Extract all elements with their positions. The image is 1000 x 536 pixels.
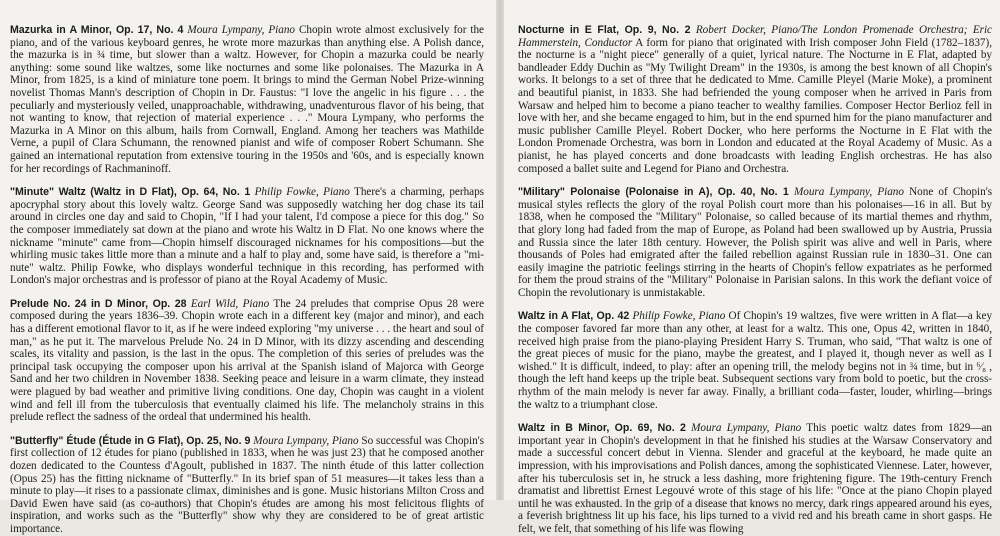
entry-title: Nocturne in E Flat, Op. 9, No. 2 (518, 24, 691, 36)
entry-prelude (10, 298, 484, 424)
entry-performer: Moura Lympany, Piano (793, 186, 904, 199)
right-page (504, 0, 1000, 535)
entry-performer: Moura Lympany, Piano (187, 24, 295, 36)
entry-butterfly-etude (10, 435, 484, 536)
entry-title: "Butterfly" Étude (Étude in G Flat), Op. 25, No. 9 (10, 434, 251, 447)
entry-performer: Philip Fowke, Piano (254, 186, 350, 199)
entry-text: This poetic waltz dates from 1829—an important year in Chopin's development in that he finished his studies at the Warsaw Conservatory and made a successful concert debut in Vienna. Slender and graceful at the keyboard, he made quite an impression, with his improvisations and Polish dances, among the sophisticated Viennese. Later, however, after his tuberculosis set in, he struck a less dashing, more frightening figure. The 19th-century French dramatist and librettist Ernest Legouvé wrote of this stage of his life: "Once at the piano Chopin played until he was exhausted. In the grip of a disease that knows no mercy, dark rings appeared around his eyes, a feverish brightness lit up his face, his lips turned to a vivid red and his breath came in short gasps. He felt, we felt, that something of his life was flowing (518, 422, 993, 535)
entry-text: The 24 preludes that comprise Opus 28 were composed during the years 1836–39. Chopin wrote each in a different key (major and minor), and each has a different emotional flavor to it, as if he were indeed exploring "my universe . . . the heart and soul of man," as he put it. The marvelous Prelude No. 24 in D Minor, with its dizzy ascending and descending scales, its vitality and passion, is the last in the opus. The completion of this series of preludes was the principal task occupying the composer upon his arrival at the Spanish island of Majorca with George Sand and her two children in November 1838. Seeking peace and leisure in a warm climate, they instead were plagued by bad weather and primitive living conditions. One day, Chopin was caught in a violent wind and fell ill from the tuberculosis that eventually claimed his life. The melancholy strains in this prelude reflect the sadness of the ordeal that undermined his health. (10, 297, 485, 424)
entry-title: "Military" Polonaise (Polonaise in A), Op. 40, No. 1 (518, 186, 789, 199)
entry-title: Waltz in A Flat, Op. 42 (518, 310, 630, 323)
entry-performer: Moura Lympany, Piano (691, 422, 802, 435)
entry-title: Mazurka in A Minor, Op. 17, No. 4 (10, 24, 184, 36)
entry-performer: Earl Wild, Piano (190, 297, 270, 310)
entry-waltz-b-minor (518, 422, 992, 535)
entry-text: There's a charming, perhaps apocryphal story about this lovely waltz. George Sand was supposedly watching her dog chase its tail around in circles one day and said to Chopin, "If I had your talent, I'd compose a piece for this dog." So the composer immediately sat down at the piano and wrote his Waltz in D Flat. No one knows where the nickname "minute" came from—Chopin himself discouraged nicknames for his compositions—but the whirling music takes little more than a minute and a half to play and, some have said, is therefore a "mi-nute" waltz. Philip Fowke, who displays wonderful technique in this recording, has performed with London's major orchestras and is professor of piano at the Royal Academy of Music. (10, 186, 485, 287)
entry-mazurka (10, 24, 484, 175)
entry-nocturne (518, 24, 992, 175)
entry-text: Of Chopin's 19 waltzes, five were written in A flat—a key the composer favored far more than any other, at least for a waltz. This one, Opus 42, written in 1840, received high praise from the piano-playing President Harry S. Truman, who said, "That waltz is one of the great pieces of music for the piano, maybe the greatest, and I played it, though never as well as I wished." It is difficult, indeed, to play: after an opening trill, the melody begins not in ¾ time, but in ⁶⁄₈ , though the left hand keeps up the triple beat. Subsequent sections vary from bold to poetic, but the cross-rhythm of the main melody is never far away. Finally, a brilliant coda—faster, louder, whirling—brings the waltz to a triumphant close. (518, 310, 993, 411)
entry-title: Waltz in B Minor, Op. 69, No. 2 (518, 422, 686, 435)
entry-text: A form for piano that originated with Irish composer John Field (1782–1837), the nocturne is a "night piece" generally of a quiet, lyrical nature. The Nocturne in E Flat, adapted by bandleader Eddy Duchin as "My Twilight Dream" in the 1930s, is among the best known of all Chopin's works. It belongs to a set of three that he dedicated to Mme. Camille Pleyel (Marie Moke), a prominent and beautiful pianist, in 1833. She had befriended the young composer when he arrived in Paris from Warsaw and helped him to become a piano teacher to wealthy families. Composer Hector Berlioz fell in love with her, and she became engaged to him, but in the end spurned him for the piano manufacturer and music publisher Camille Pleyel. Robert Docker, who here performs the Nocturne in E Flat with the London Promenade Orchestra, was born in London and educated at the Royal Academy of Music. As a pianist, he has played concerts and done broadcasts with leading English orchestras. He has also composed a ballet suite and Legend for Piano and Orchestra. (518, 36, 992, 175)
entry-performer: Moura Lympany, Piano (253, 434, 359, 447)
entry-text: So successful was Chopin's first collection of 12 études for piano (published in 1833, when he was just 23) that he composed another dozen dedicated to the Countess d'Agoult, published in 1837. The ninth étude of this latter collection (Opus 25) has the fitting nickname of "Butterfly." In its brief span of 51 measures—it takes less than a minute to play—it rises to a passionate climax, diminishes and is gone. Music historians Milton Cross and David Ewen have said (as co-authors) that Chopin's études are among his most felicitous flights of inspiration, and works such as the "Butterfly" show why they are considered to be of great artistic importance. (10, 434, 484, 535)
entry-title: Prelude No. 24 in D Minor, Op. 28 (10, 297, 187, 310)
entry-military-polonaise (518, 186, 992, 299)
entry-performer: Robert Docker, Piano/The London Promenade Orchestra; Eric Hammerstein, Conductor (518, 24, 993, 49)
entry-title: "Minute" Waltz (Waltz in D Flat), Op. 64, No. 1 (10, 186, 251, 199)
entry-text: None of Chopin's musical styles reflects the glory of the royal Polish court more than his polonaises—16 in all. But by 1838, when he composed the "Military" Polonaise, so called because of its martial themes and rhythm, that glory long had faded from the map of Europe, as Poland had been swallowed up by Austria, Prussia and Russia since the later 18th century. However, the Polish spirit was alive and well in Paris, where thousands of Poles had emigrated after the failed rebellion against Russian rule in 1830–31. One can easily imagine the patriotic feelings stirring in the hearts of Chopin's fellow expatriates as he performed for them the proud strains of the "Military" Polonaise in Parisian salons. In this work the defiant voice of Chopin the revolutionary is unmistakable. (518, 186, 993, 299)
left-page (0, 0, 496, 535)
entry-text: Chopin wrote almost exclusively for the piano, and of the various keyboard genres, he wrote more mazurkas than anything else. A Polish dance, the mazurka is in ¾ time, but slower than a waltz. However, for Chopin a mazurka could be nearly anything: some sound like waltzes, some like nocturnes and some like polonaises. The Mazurka in A Minor, from 1825, is a kind of miniature tone poem. It brings to mind the German Nobel Prize-winning novelist Thomas Mann's description of Chopin in Dr. Faustus: "I love the angelic in his figure . . . the peculiarly and mysteriously veiled, unapproachable, withdrawing, unadventurous flavor of his being, that not wanting to know, that rejection of material experience . . ." Moura Lympany, who performs the Mazurka in A Minor on this album, hails from Cornwall, England. Among her teachers was Mathilde Verne, a pupil of Clara Schumann, the renowned pianist and wife of composer Robert Schumann. She gained an international reputation from extensive touring in the 1950s and '60s, and is especially known for her recordings of Rachmaninoff. (10, 24, 484, 175)
entry-waltz-a-flat (518, 310, 992, 411)
entry-minute-waltz (10, 186, 484, 287)
page-gutter (496, 0, 504, 500)
entry-performer: Philip Fowke, Piano (632, 310, 726, 323)
